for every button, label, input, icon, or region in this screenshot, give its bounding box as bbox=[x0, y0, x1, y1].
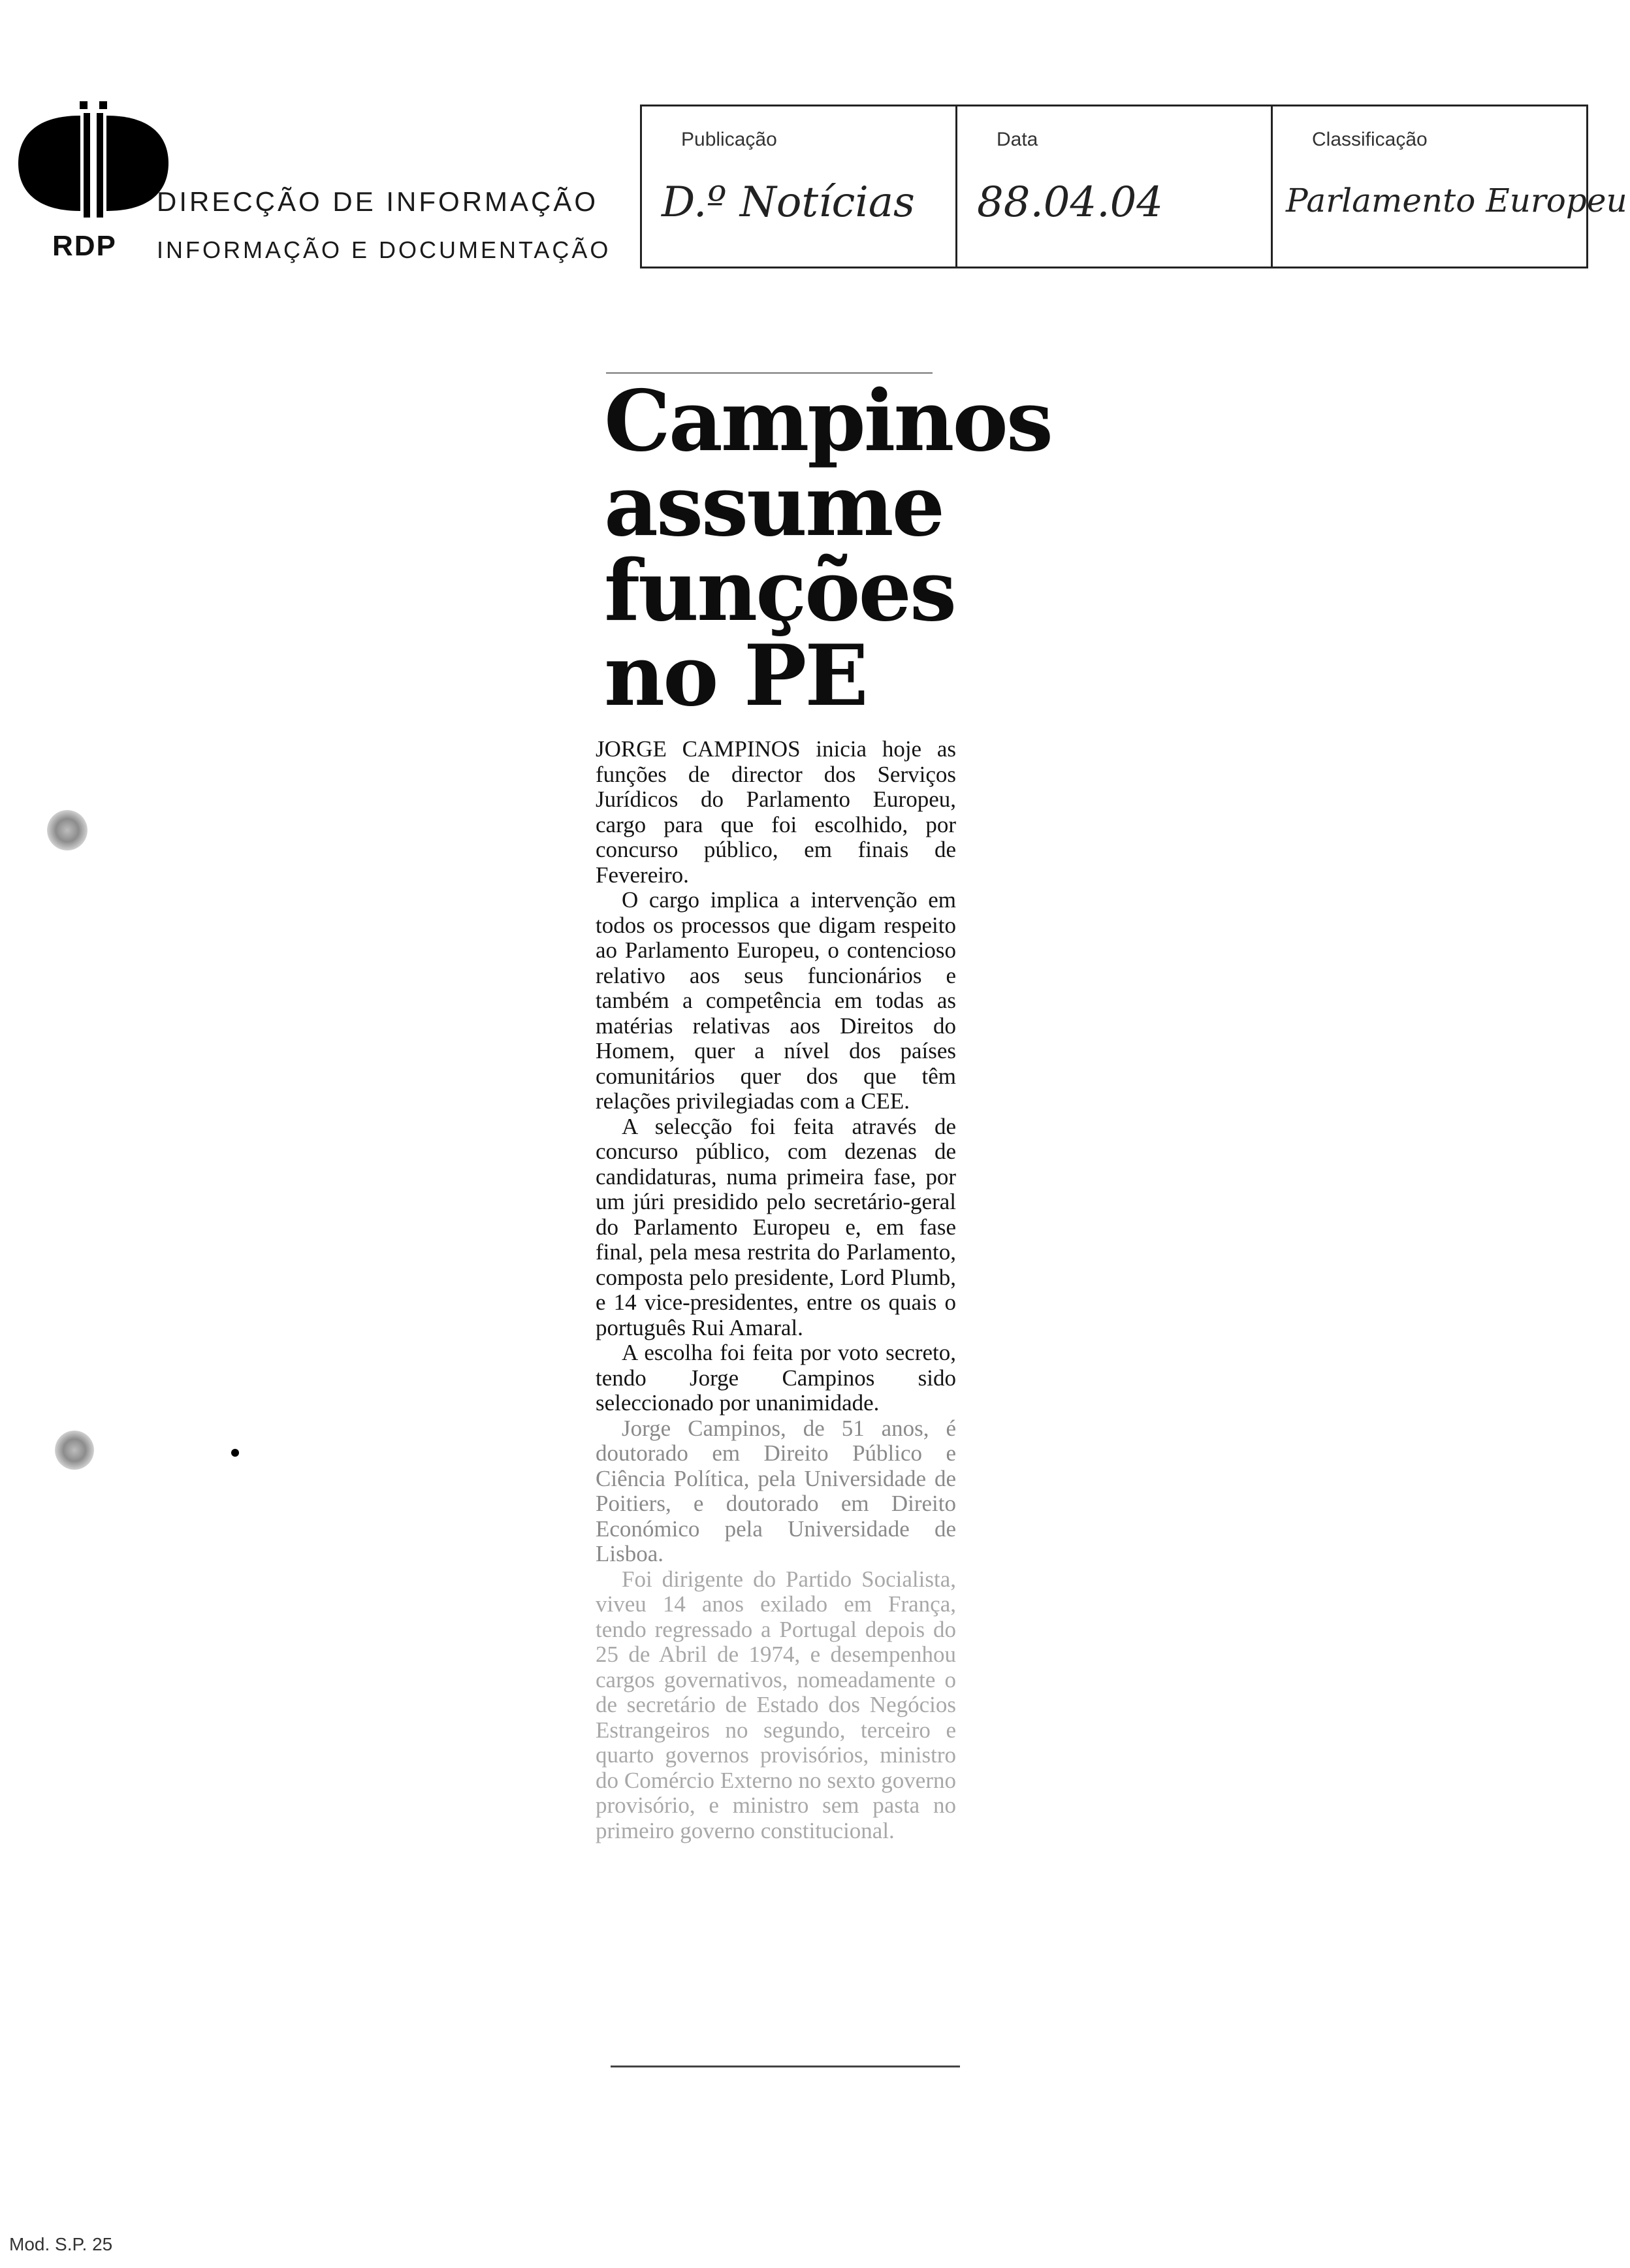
logo-initials: RDP bbox=[52, 230, 117, 262]
article-paragraph: Jorge Campinos, de 51 anos, é doutorado em Direito Público e Ciência Política, pela Universidade de Poitiers, e doutorado em Direito Económico pela Universidade de Lisboa. bbox=[596, 1415, 956, 1566]
classification-value: Parlamento Europeu bbox=[1286, 182, 1627, 219]
article-paragraph: O cargo implica a intervenção em todos os processos que digam respeito ao Parlamento Europeu, o contencioso relativo aos seus funcionários e também a competência em todas as matérias relativas aos Direitos do Homem, quer a nível dos países comunitários quer dos que têm relações privilegiadas com a CEE. bbox=[596, 887, 956, 1114]
classification-label: Classificação bbox=[1312, 129, 1428, 150]
headline-line: assume bbox=[604, 457, 943, 555]
headline-line: no PE bbox=[604, 627, 867, 725]
ink-speck bbox=[231, 1449, 239, 1457]
date-value: 88.04.04 bbox=[977, 178, 1163, 227]
org-name-line1: DIRECÇÃO DE INFORMAÇÃO bbox=[157, 186, 599, 217]
article-paragraph: A selecção foi feita através de concurso público, com dezenas de candidaturas, numa primeira fase, por um júri presidido pelo secretário-geral do Parlamento Europeu e, em fase final, pela mesa restrita do Parlamento, composta pelo presidente, Lord Plumb, e 14 vice-presidentes, entre os quais o português Rui Amaral. bbox=[596, 1113, 956, 1340]
article-paragraph: JORGE CAMPINOS inicia hoje as funções de director dos Serviços Jurídicos do Parlamento Europeu, cargo para que foi escolhido, por concurso público, em finais de Fevereiro. bbox=[596, 736, 956, 888]
article-paragraph: Foi dirigente do Partido Socialista, viveu 14 anos exilado em França, tendo regressado a Portugal depois do 25 de Abril de 1974, e desempenhou cargos governativos, nomeadamente o de secretário de Estado dos Negócios Estrangeiros no segundo, terceiro e quarto governos provisórios, ministro do Comércio Externo no sexto governo provisório, e ministro sem pasta no primeiro governo constitucional. bbox=[596, 1566, 956, 1843]
punch-hole-icon bbox=[55, 1431, 94, 1470]
publication-value: D.º Notícias bbox=[662, 178, 915, 227]
article-paragraph: A escolha foi feita por voto secreto, tendo Jorge Campinos sido seleccionado por unanimidade. bbox=[596, 1340, 956, 1416]
headline-line: funções bbox=[604, 542, 955, 640]
metadata-table bbox=[640, 105, 1627, 268]
headline-line: Campinos bbox=[604, 372, 1051, 470]
classification-cell bbox=[1273, 106, 1627, 267]
publication-cell bbox=[642, 106, 957, 267]
punch-hole-icon bbox=[47, 810, 88, 850]
article-headline bbox=[604, 372, 1051, 725]
article-body bbox=[596, 737, 956, 1843]
org-name-line2: INFORMAÇÃO E DOCUMENTAÇÃO bbox=[157, 236, 611, 263]
publication-label: Publicação bbox=[681, 129, 777, 150]
date-cell bbox=[957, 106, 1273, 267]
form-code: Mod. S.P. 25 bbox=[9, 2234, 113, 2254]
article-bottom-rule bbox=[611, 2066, 960, 2067]
date-label: Data bbox=[997, 129, 1038, 150]
